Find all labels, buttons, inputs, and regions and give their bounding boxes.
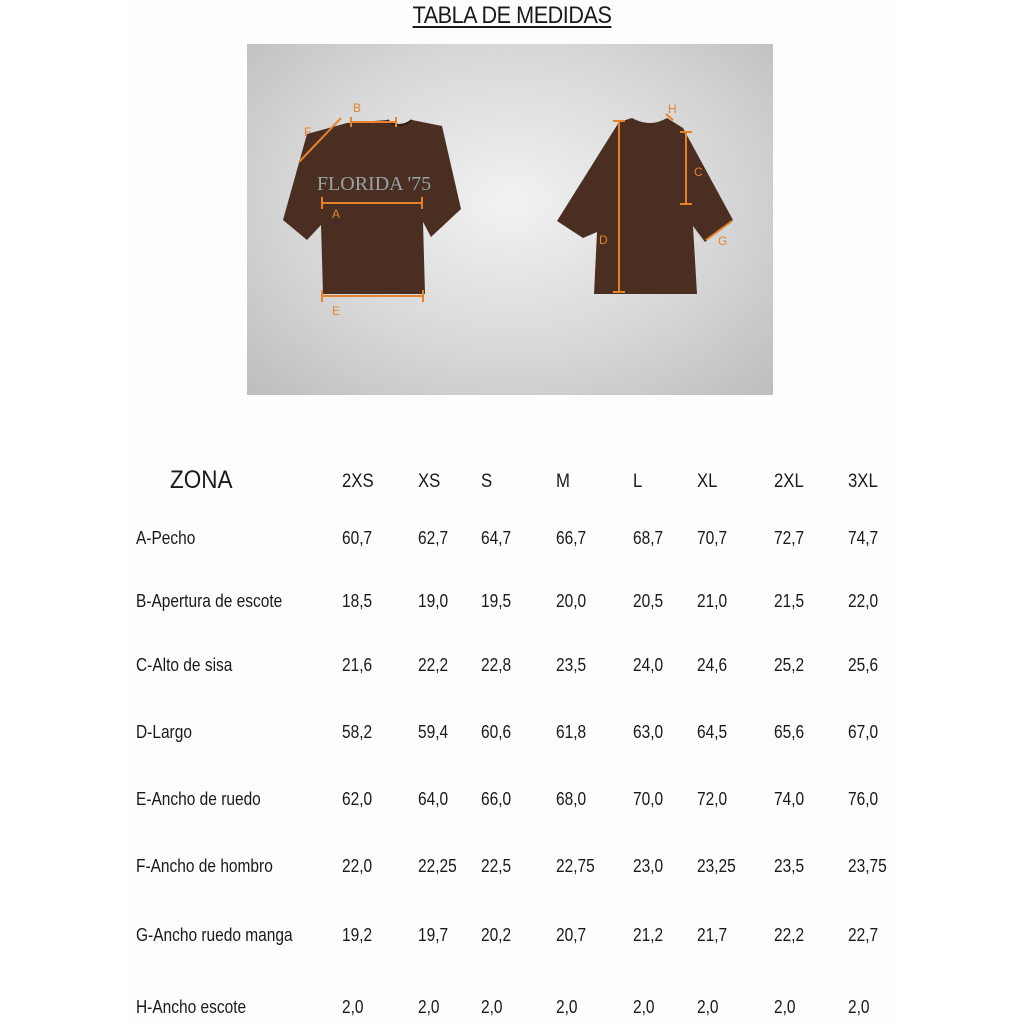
table-cell: 20,7: [556, 925, 587, 945]
table-cell: 60,6: [481, 722, 512, 742]
measure-label-d: D: [599, 233, 608, 247]
measure-label-b: B: [353, 101, 362, 115]
table-cell: 19,0: [418, 591, 449, 611]
table-cell: 20,0: [556, 591, 587, 611]
table-row-label: D-Largo: [136, 722, 192, 742]
table-cell: 25,2: [774, 655, 805, 675]
table-row-label: A-Pecho: [136, 528, 196, 548]
table-cell: 24,6: [697, 655, 728, 675]
table-cell: 64,5: [697, 722, 728, 742]
table-cell: 23,5: [774, 856, 805, 876]
page-title: TABLA DE MEDIDAS: [412, 2, 612, 29]
table-cell: 2,0: [774, 997, 796, 1017]
table-row-label: G-Ancho ruedo manga: [136, 925, 293, 945]
table-cell: 2,0: [697, 997, 719, 1017]
table-cell: 2,0: [342, 997, 364, 1017]
table-cell: 2,0: [556, 997, 578, 1017]
table-cell: 60,7: [342, 528, 373, 548]
table-cell: 20,2: [481, 925, 512, 945]
table-cell: 23,0: [633, 856, 664, 876]
table-cell: 68,7: [633, 528, 664, 548]
table-cell: 72,0: [697, 789, 728, 809]
table-cell: 58,2: [342, 722, 373, 742]
measure-label-c: C: [694, 165, 703, 179]
table-cell: 21,7: [697, 925, 728, 945]
garment-photo: [247, 44, 773, 395]
table-cell: 22,0: [848, 591, 879, 611]
table-cell: 22,25: [418, 856, 457, 876]
table-cell: 63,0: [633, 722, 664, 742]
table-cell: 22,0: [342, 856, 373, 876]
table-cell: 64,7: [481, 528, 512, 548]
size-header: XL: [697, 471, 718, 492]
table-cell: 76,0: [848, 789, 879, 809]
table-cell: 25,6: [848, 655, 879, 675]
table-cell: 62,0: [342, 789, 373, 809]
table-cell: 72,7: [774, 528, 805, 548]
table-cell: 59,4: [418, 722, 449, 742]
table-cell: 62,7: [418, 528, 449, 548]
size-header: L: [633, 471, 643, 492]
table-cell: 22,7: [848, 925, 879, 945]
measure-label-e: E: [332, 304, 341, 318]
table-row-label: B-Apertura de escote: [136, 591, 283, 611]
measure-label-g: G: [718, 234, 728, 248]
size-header: 2XL: [774, 471, 804, 492]
zone-column-header: ZONA: [170, 466, 233, 494]
tshirt-illustration: [247, 44, 773, 395]
table-cell: 64,0: [418, 789, 449, 809]
table-cell: 61,8: [556, 722, 587, 742]
size-header: M: [556, 471, 570, 492]
table-cell: 66,7: [556, 528, 587, 548]
table-cell: 21,2: [633, 925, 664, 945]
table-cell: 74,0: [774, 789, 805, 809]
front-tshirt: [283, 120, 461, 294]
table-cell: 66,0: [481, 789, 512, 809]
table-cell: 23,75: [848, 856, 887, 876]
table-row-label: C-Alto de sisa: [136, 655, 233, 675]
measure-label-f: F: [304, 125, 312, 139]
size-header: 3XL: [848, 471, 878, 492]
table-cell: 20,5: [633, 591, 664, 611]
table-cell: 2,0: [418, 997, 440, 1017]
table-cell: 21,6: [342, 655, 373, 675]
table-cell: 2,0: [633, 997, 655, 1017]
table-cell: 21,0: [697, 591, 728, 611]
measure-label-h: H: [668, 102, 677, 116]
table-cell: 74,7: [848, 528, 879, 548]
table-cell: 22,8: [481, 655, 512, 675]
size-header: XS: [418, 471, 441, 492]
size-header: 2XS: [342, 471, 374, 492]
table-cell: 24,0: [633, 655, 664, 675]
measure-label-a: A: [332, 207, 341, 221]
table-row-label: E-Ancho de ruedo: [136, 789, 261, 809]
table-cell: 22,75: [556, 856, 595, 876]
size-header: S: [481, 471, 493, 492]
table-row-label: H-Ancho escote: [136, 997, 247, 1017]
table-cell: 21,5: [774, 591, 805, 611]
table-cell: 22,5: [481, 856, 512, 876]
table-cell: 70,0: [633, 789, 664, 809]
table-row-label: F-Ancho de hombro: [136, 856, 273, 876]
table-cell: 2,0: [848, 997, 870, 1017]
table-cell: 23,5: [556, 655, 587, 675]
table-cell: 22,2: [418, 655, 449, 675]
shirt-print-text: FLORIDA '75: [316, 173, 432, 195]
table-cell: 18,5: [342, 591, 373, 611]
table-cell: 65,6: [774, 722, 805, 742]
back-tshirt: [557, 118, 733, 294]
table-cell: 2,0: [481, 997, 503, 1017]
table-cell: 70,7: [697, 528, 728, 548]
table-cell: 19,5: [481, 591, 512, 611]
table-cell: 19,2: [342, 925, 373, 945]
table-cell: 22,2: [774, 925, 805, 945]
table-cell: 68,0: [556, 789, 587, 809]
table-cell: 23,25: [697, 856, 736, 876]
table-cell: 67,0: [848, 722, 879, 742]
table-cell: 19,7: [418, 925, 449, 945]
